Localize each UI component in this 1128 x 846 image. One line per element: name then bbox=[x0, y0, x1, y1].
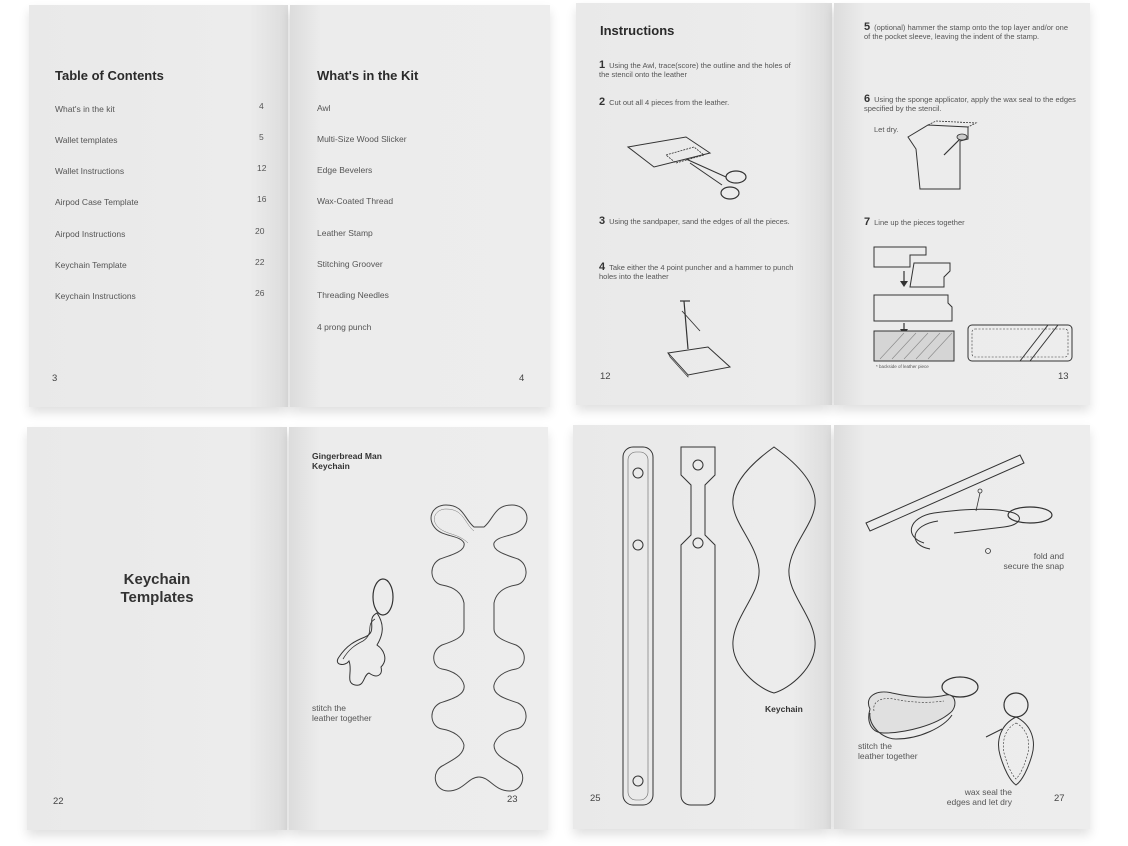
keychain-cover-page bbox=[27, 427, 287, 830]
toc-item: What's in the kit bbox=[55, 104, 115, 114]
step-number: 6 bbox=[864, 93, 871, 105]
applicator-illustration bbox=[906, 119, 996, 194]
stitch-caption bbox=[858, 741, 918, 761]
step-text: Line up the pieces together bbox=[874, 218, 965, 227]
leaf-template bbox=[729, 445, 819, 695]
title-line-1: Keychain bbox=[123, 571, 191, 588]
instructions-title: Instructions bbox=[600, 23, 675, 38]
caption-line-1: wax seal the bbox=[964, 787, 1012, 797]
page-number: 12 bbox=[600, 371, 611, 382]
kit-item: Multi-Size Wood Slicker bbox=[317, 134, 407, 144]
strap-template-2 bbox=[677, 445, 719, 809]
layering-illustration bbox=[870, 243, 1080, 373]
punch-illustration bbox=[664, 291, 744, 381]
step-number: 2 bbox=[599, 96, 606, 108]
step-4 bbox=[599, 263, 804, 281]
kit-item: 4 prong punch bbox=[317, 322, 372, 332]
toc-item: Keychain Instructions bbox=[55, 291, 136, 301]
toc-item: Airpod Instructions bbox=[55, 229, 126, 239]
caption-line-1: fold and bbox=[1033, 551, 1064, 561]
fold-caption bbox=[1000, 551, 1064, 571]
keychain-cover-title bbox=[107, 571, 207, 607]
step-text: Using the sandpaper, sand the edges of all the pieces. bbox=[609, 217, 790, 226]
kit-title: What's in the Kit bbox=[317, 68, 419, 83]
title-line-2: Keychain bbox=[312, 461, 350, 471]
title-line-2: Templates bbox=[120, 589, 194, 606]
step-5 bbox=[864, 23, 1076, 41]
gingerbread-page bbox=[289, 427, 548, 830]
toc-item: Keychain Template bbox=[55, 260, 127, 270]
toc-item-page: 20 bbox=[255, 226, 265, 236]
page-number: 22 bbox=[53, 796, 64, 807]
toc-item: Wallet Instructions bbox=[55, 166, 125, 176]
step-text: (optional) hammer the stamp onto the top layer and/or one of the pocket sleeve, leaving the indent of the stamp. bbox=[864, 23, 1068, 41]
caption-line-1: stitch the bbox=[858, 741, 893, 751]
caption-line-1: stitch the bbox=[312, 703, 347, 713]
page-number: 4 bbox=[519, 373, 525, 384]
stitch-caption bbox=[312, 703, 372, 723]
keychain-template-label: Keychain bbox=[765, 704, 803, 714]
strap-snap-illustration bbox=[864, 453, 1064, 563]
step-number: 7 bbox=[864, 216, 871, 228]
caption-line-2: leather together bbox=[858, 751, 918, 761]
step-number: 3 bbox=[599, 215, 606, 227]
kit-item: Edge Bevelers bbox=[317, 165, 373, 175]
step-text: Take either the 4 point puncher and a hammer to punch holes into the leather bbox=[599, 263, 794, 281]
kit-item: Awl bbox=[317, 103, 331, 113]
caption-line-2: edges and let dry bbox=[946, 797, 1012, 807]
scissors-illustration bbox=[626, 133, 756, 203]
instructions2-page bbox=[834, 3, 1090, 405]
toc-item: Airpod Case Template bbox=[55, 197, 139, 207]
toc-item-page: 16 bbox=[257, 194, 267, 204]
footnote: * backside of leather piece bbox=[876, 364, 929, 369]
gingerbread-template-outline bbox=[424, 499, 534, 799]
kit-item: Threading Needles bbox=[317, 290, 389, 300]
stitched-loop-illustration bbox=[860, 669, 980, 743]
page-number: 3 bbox=[52, 373, 58, 384]
strap-template-1 bbox=[621, 445, 655, 809]
wax-caption bbox=[942, 787, 1012, 807]
toc-item-page: 4 bbox=[259, 101, 264, 111]
toc-title: Table of Contents bbox=[55, 68, 164, 83]
toc-item-page: 12 bbox=[257, 163, 267, 173]
page-number: 13 bbox=[1058, 371, 1069, 382]
toc-item-page: 5 bbox=[259, 132, 264, 142]
page-number: 25 bbox=[590, 793, 601, 804]
toc-page bbox=[29, 5, 288, 407]
title-line-1: Gingerbread Man bbox=[312, 451, 382, 461]
page-number: 23 bbox=[507, 794, 518, 805]
let-dry-text: Let dry. bbox=[874, 125, 899, 134]
caption-line-2: leather together bbox=[312, 713, 372, 723]
instructions-page bbox=[576, 3, 832, 405]
toc-item-page: 22 bbox=[255, 257, 265, 267]
kit-item: Stitching Groover bbox=[317, 259, 383, 269]
step-text: Cut out all 4 pieces from the leather. bbox=[609, 98, 730, 107]
waxed-charm-illustration bbox=[982, 691, 1052, 787]
toc-item-page: 26 bbox=[255, 288, 265, 298]
step-1 bbox=[599, 61, 799, 79]
page-number: 27 bbox=[1054, 793, 1065, 804]
step-6 bbox=[864, 95, 1076, 113]
kit-item: Wax-Coated Thread bbox=[317, 196, 394, 206]
toc-item: Wallet templates bbox=[55, 135, 118, 145]
step-number: 1 bbox=[599, 59, 606, 71]
kit-item: Leather Stamp bbox=[317, 228, 373, 238]
step-7 bbox=[864, 218, 1076, 227]
keychain-instructions-page bbox=[834, 425, 1090, 829]
caption-line-2: secure the snap bbox=[1003, 561, 1064, 571]
step-2 bbox=[599, 98, 799, 107]
step-number: 5 bbox=[864, 21, 871, 33]
gingerbread-keychain-illustration bbox=[325, 575, 405, 695]
keychain-template-page bbox=[573, 425, 831, 829]
step-text: Using the sponge applicator, apply the wax seal to the edges specified by the stencil. bbox=[864, 95, 1076, 113]
step-3 bbox=[599, 217, 799, 226]
step-number: 4 bbox=[599, 261, 606, 273]
kit-page bbox=[290, 5, 550, 407]
step-text: Using the Awl, trace(score) the outline and the holes of the stencil onto the leather bbox=[599, 61, 791, 79]
gingerbread-title bbox=[312, 451, 382, 471]
